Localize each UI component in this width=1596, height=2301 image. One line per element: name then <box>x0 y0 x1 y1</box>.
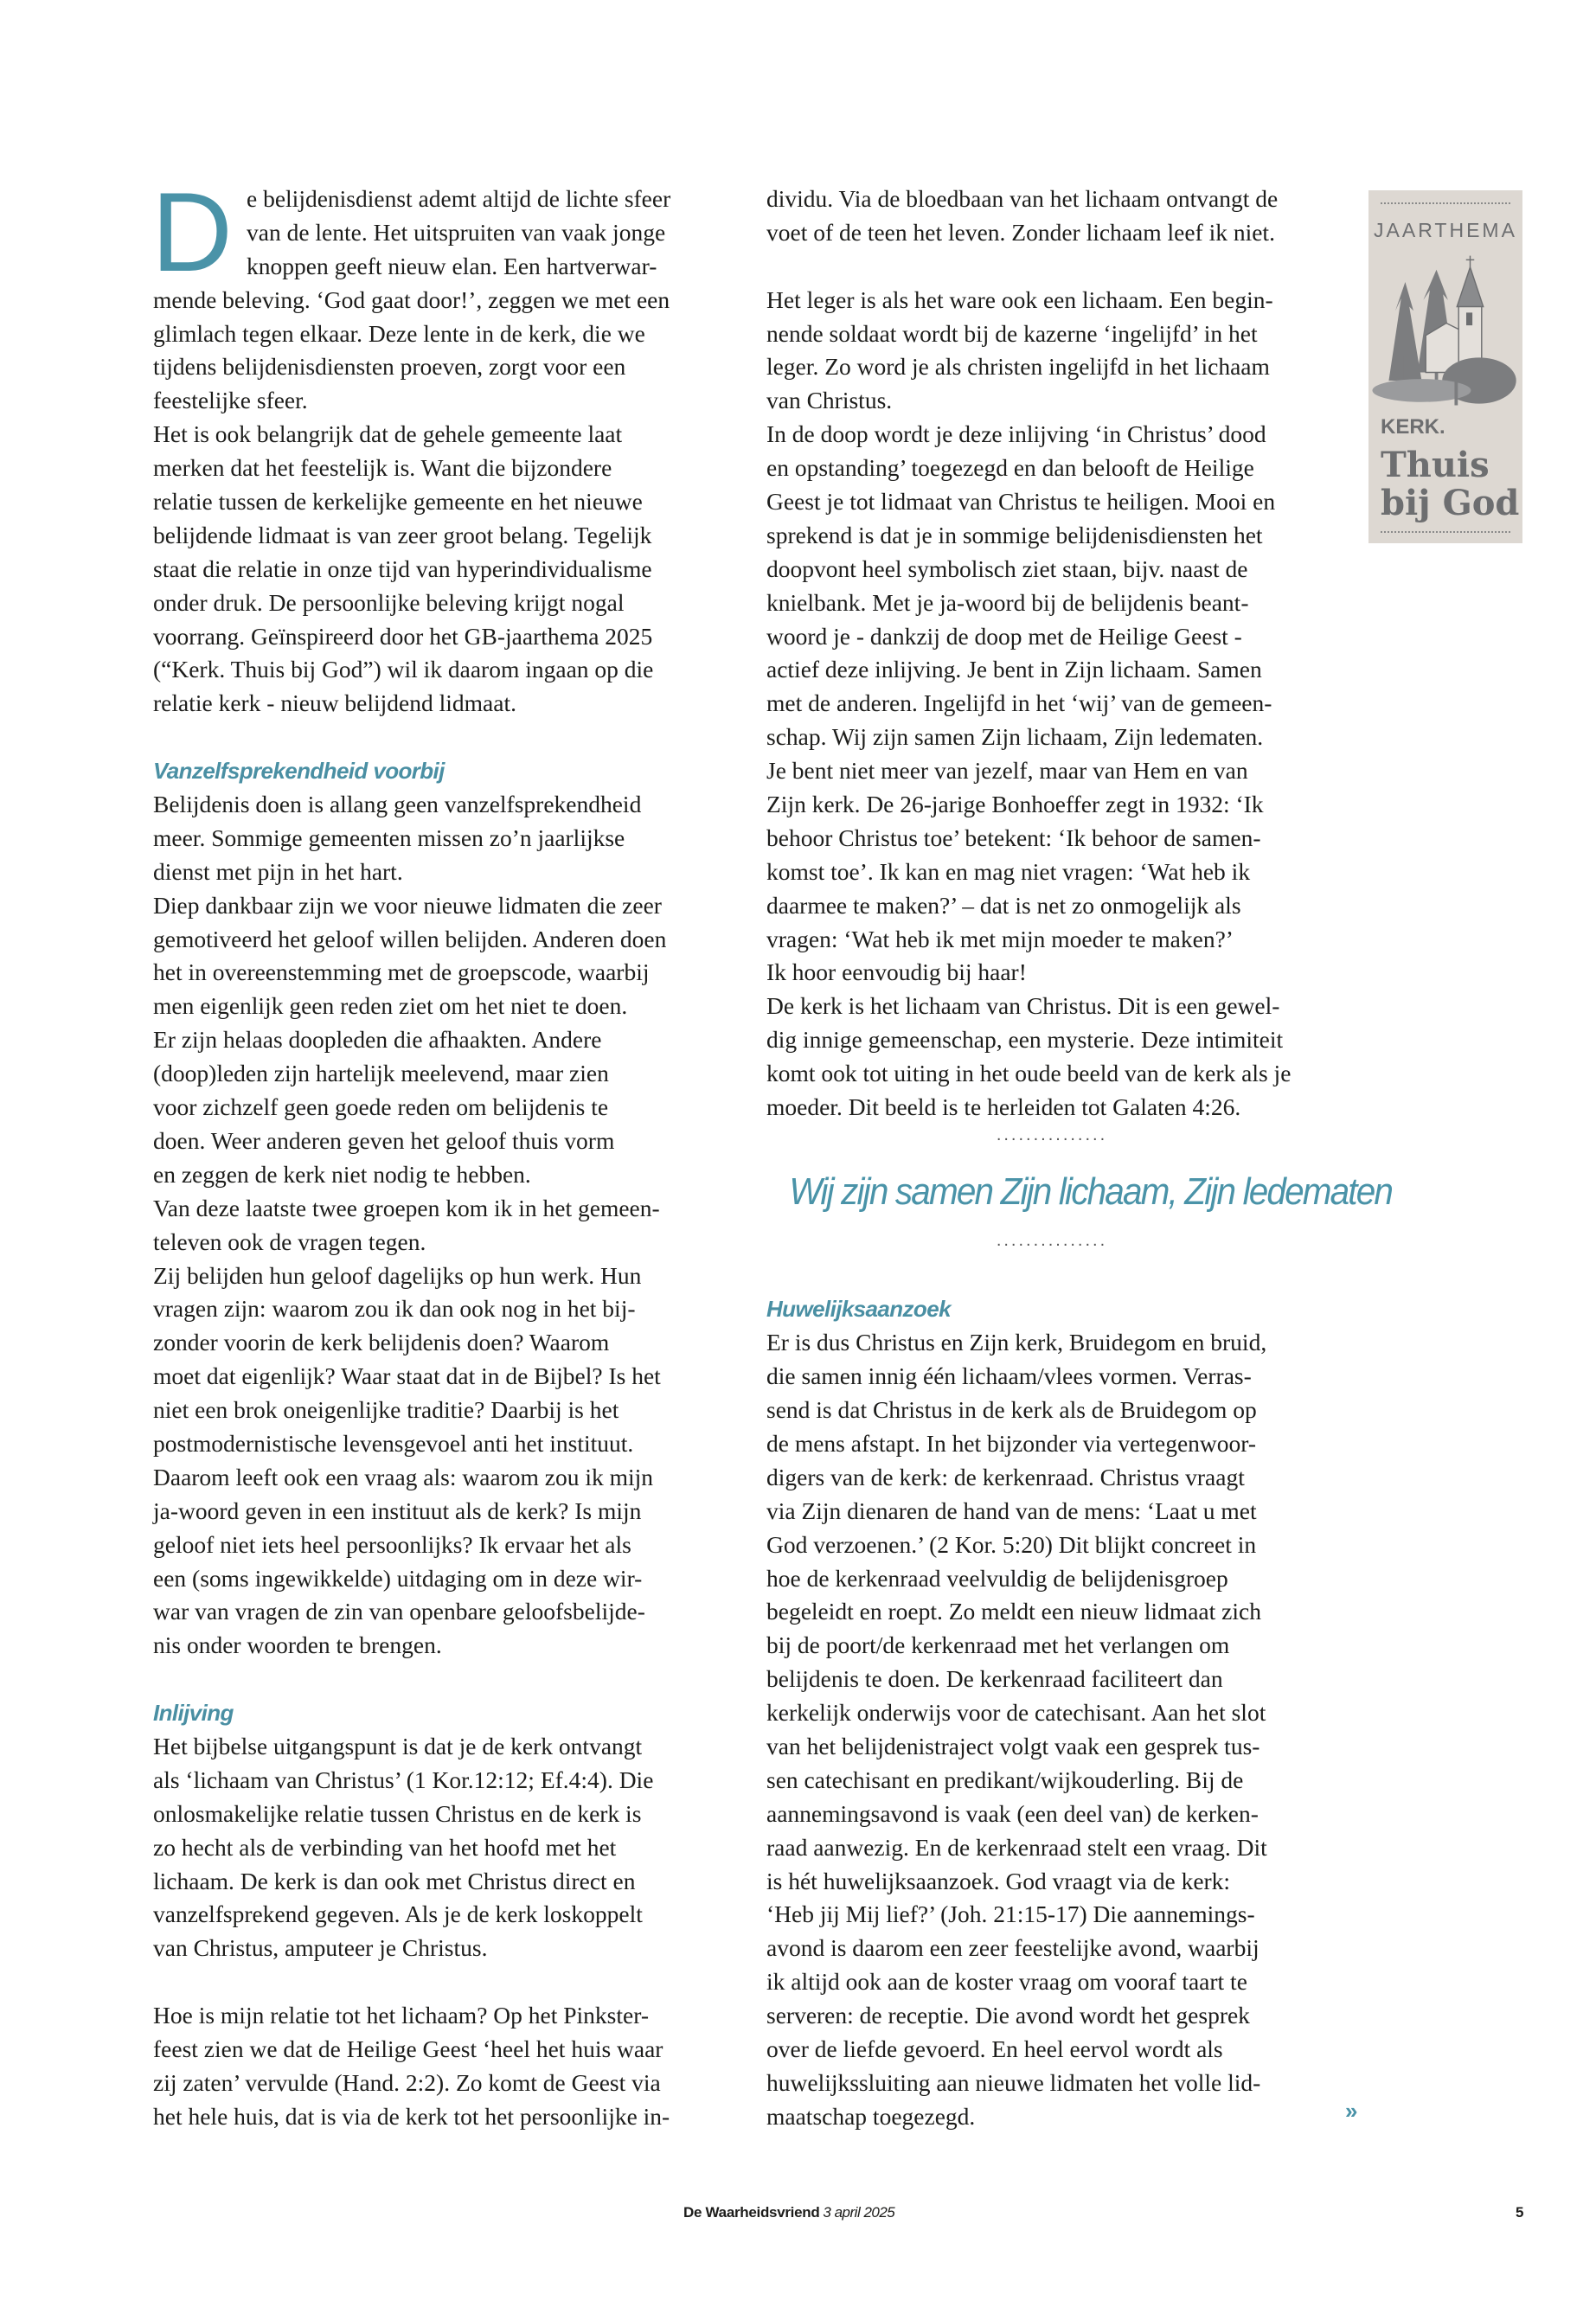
text-line: geloof niet iets heel persoonlijks? Ik ervaar het als <box>153 1530 631 1558</box>
text-line: en zeggen de kerk niet nodig te hebben. <box>153 1160 531 1188</box>
text-line: niet een brok oneigenlijke traditie? Daarbij is het <box>153 1396 619 1424</box>
text-line: moeder. Dit beeld is te herleiden tot Galaten 4:26. <box>766 1093 1241 1121</box>
text-line: Hoe is mijn relatie tot het lichaam? Op het Pinkster- <box>153 2002 649 2029</box>
text-line: komt ook tot uiting in het oude beeld van de kerk als je <box>766 1060 1292 1087</box>
text-line: behoor Christus toe’ betekent: ‘Ik behoor de samen- <box>766 824 1261 851</box>
text-line: serveren: de receptie. Die avond wordt het gesprek <box>766 2002 1250 2029</box>
text-line: mende beleving. ‘God gaat door!’, zeggen we met een <box>153 285 670 313</box>
badge-title-line1: Thuis <box>1381 445 1490 485</box>
year-theme-badge <box>1368 190 1522 543</box>
divider <box>1381 202 1510 204</box>
publication-name: De Waarheidsvriend <box>683 2204 820 2221</box>
subheading-inlijving: Inlijving <box>153 1700 234 1727</box>
text-line: van Christus. <box>766 387 893 414</box>
text-line: het in overeenstemming met de groepscode, waarbij <box>153 958 650 986</box>
text-line: maatschap toegezegd. <box>766 2102 976 2130</box>
text-line: vragen: ‘Wat heb ik met mijn moeder te maken?’ <box>766 925 1234 952</box>
drop-cap: D <box>151 169 233 295</box>
text-line: belijdende lidmaat is van zeer groot belang. Tegelijk <box>153 521 652 548</box>
text-line: schap. Wij zijn samen Zijn lichaam, Zijn ledematen. <box>766 723 1264 751</box>
issue-date: 3 april 2025 <box>823 2204 895 2221</box>
text-line: ik altijd ook aan de koster vraag om vooraf taart te <box>766 1968 1247 1996</box>
text-line: men eigenlijk geen reden ziet om het niet te doen. <box>153 992 628 1020</box>
subheading-vanzelfsprekendheid: Vanzelfsprekendheid voorbij <box>153 758 445 785</box>
text-line: merken dat het feestelijk is. Want die bijzondere <box>153 454 612 482</box>
text-line: bij de poort/de kerkenraad met het verlangen om <box>766 1631 1230 1659</box>
pull-quote-block <box>766 1125 1393 1293</box>
divider-bottom: ............... <box>996 1230 1108 1250</box>
text-line: knielbank. Met je ja-woord bij de belijdenis beant- <box>766 588 1249 616</box>
text-line: belijdenis te doen. De kerkenraad faciliteert dan <box>766 1665 1223 1693</box>
text-line: avond is daarom een zeer feestelijke avond, waarbij <box>766 1934 1259 1962</box>
text-line: Geest je tot lidmaat van Christus te heiligen. Mooi en <box>766 488 1276 516</box>
section-huwelijksaanzoek <box>766 1326 1346 2133</box>
text-line: vanzelfsprekend gegeven. Als je de kerk loskoppelt <box>153 1900 643 1928</box>
text-line: Het leger is als het ware ook een lichaam. Een begin- <box>766 285 1273 313</box>
pull-quote: Wij zijn samen Zijn lichaam, Zijn ledematen <box>789 1170 1393 1213</box>
text-line: huwelijkssluiting aan nieuwe lidmaten het volle lid- <box>766 2068 1261 2096</box>
text-line: gemotiveerd het geloof willen belijden. Anderen doen <box>153 925 667 952</box>
text-line: voet of de teen het leven. Zonder lichaam leef ik niet. <box>766 218 1275 246</box>
text-line: Zij belijden hun geloof dagelijks op hun werk. Hun <box>153 1261 642 1289</box>
intro-paragraphs <box>151 169 724 721</box>
text-line: komst toe’. Ik kan en mag niet vragen: ‘Wat heb ik <box>766 857 1251 885</box>
text-line: aannemingsavond is vaak (een deel van) de kerken- <box>766 1799 1259 1827</box>
text-line: lichaam. De kerk is dan ook met Christus direct en <box>153 1867 636 1894</box>
text-line: is hét huwelijksaanzoek. God vraagt via de kerk: <box>766 1867 1231 1894</box>
text-line: sprekend is dat je in sommige belijdenisdiensten het <box>766 521 1263 548</box>
text-line: relatie kerk - nieuw belijdend lidmaat. <box>153 689 516 717</box>
text-line: van de lente. Het uitspruiten van vaak jonge <box>247 218 666 246</box>
text-line: Diep dankbaar zijn we voor nieuwe lidmaten die zeer <box>153 891 662 919</box>
text-line: sen catechisant en predikant/wijkouderling. Bij de <box>766 1766 1244 1793</box>
text-line: Er zijn helaas doopleden die afhaakten. Andere <box>153 1026 602 1054</box>
text-line: De kerk is het lichaam van Christus. Dit is een gewel- <box>766 992 1280 1020</box>
text-line: doen. Weer anderen geven het geloof thuis vorm <box>153 1126 615 1154</box>
text-line: onder druk. De persoonlijke beleving krijgt nogal <box>153 588 625 616</box>
text-line: In de doop wordt je deze inlijving ‘in Christus’ dood <box>766 420 1266 448</box>
article-column-left <box>151 169 724 2134</box>
text-line: digers van de kerk: de kerkenraad. Christus vraagt <box>766 1463 1245 1490</box>
badge-kicker: JAARTHEMA <box>1374 219 1517 241</box>
text-line: Zijn kerk. De 26-jarige Bonhoeffer zegt in 1932: ‘Ik <box>766 791 1264 818</box>
text-line: doopvont heel symbolisch ziet staan, bijv. naast de <box>766 554 1248 582</box>
text-line: Er is dus Christus en Zijn kerk, Bruidegom en bruid, <box>766 1329 1267 1356</box>
text-line: hoe de kerkenraad veelvuldig de belijdenisgroep <box>766 1564 1228 1592</box>
page-footer <box>683 2204 894 2221</box>
text-line: send is dat Christus in de kerk als de Bruidegom op <box>766 1396 1257 1424</box>
text-line: Je bent niet meer van jezelf, maar van Hem en van <box>766 757 1248 785</box>
text-line: postmodernistische levensgevoel anti het instituut. <box>153 1429 634 1457</box>
text-line: (doop)leden zijn hartelijk meelevend, maar zien <box>153 1060 609 1087</box>
text-line: vragen zijn: waarom zou ik dan ook nog in het bij- <box>153 1295 636 1323</box>
text-line: woord je - dankzij de doop met de Heilige Geest - <box>766 622 1242 650</box>
text-line: voor zichzelf geen goede reden om belijdenis te <box>153 1093 609 1121</box>
text-line: van Christus, amputeer je Christus. <box>153 1934 488 1962</box>
text-line: actief deze inlijving. Je bent in Zijn lichaam. Samen <box>766 656 1262 683</box>
text-line: begeleidt en roept. Zo meldt een nieuw lidmaat zich <box>766 1598 1261 1625</box>
section-continuation <box>766 183 1346 250</box>
section-inlijving <box>153 1730 724 1965</box>
text-line: met de anderen. Ingelijfd in het ‘wij’ van de gemeen- <box>766 689 1272 717</box>
section-lichaam <box>153 1999 724 2134</box>
text-line: onlosmakelijke relatie tussen Christus en de kerk is <box>153 1799 642 1827</box>
text-line: via Zijn dienaren de hand van de mens: ‘Laat u met <box>766 1497 1257 1524</box>
text-line: God verzoenen.’ (2 Kor. 5:20) Dit blijkt concreet in <box>766 1530 1257 1558</box>
text-line: Het bijbelse uitgangspunt is dat je de kerk ontvangt <box>153 1732 643 1759</box>
text-line: een (soms ingewikkelde) uitdaging om in deze wir- <box>153 1564 643 1592</box>
text-line: raad aanwezig. En de kerkenraad stelt een vraag. Dit <box>766 1833 1267 1861</box>
subheading-huwelijksaanzoek: Huwelijksaanzoek <box>766 1296 951 1323</box>
text-line: het hele huis, dat is via de kerk tot het persoonlijke in- <box>153 2102 670 2130</box>
text-line: dig innige gemeenschap, een mysterie. Deze intimiteit <box>766 1026 1284 1054</box>
text-line: e belijdenisdienst ademt altijd de lichte sfeer <box>247 185 671 212</box>
text-line: televen ook de vragen tegen. <box>153 1227 426 1255</box>
text-line: voorrang. Geïnspireerd door het GB-jaarthema 2025 <box>153 622 653 650</box>
badge-title-line2: bij God <box>1381 483 1520 523</box>
text-line: nis onder woorden te brengen. <box>153 1631 442 1659</box>
text-line: dienst met pijn in het hart. <box>153 857 403 885</box>
text-line: Ik hoor eenvoudig bij haar! <box>766 958 1027 986</box>
text-line: relatie tussen de kerkelijke gemeente en het nieuwe <box>153 488 643 516</box>
text-line: tijdens belijdenisdiensten proeven, zorgt voor een <box>153 353 626 381</box>
text-line: kerkelijk onderwijs voor de catechisant. Aan het slot <box>766 1699 1266 1727</box>
text-line: en opstanding’ toegezegd en dan belooft de Heilige <box>766 454 1254 482</box>
text-line: dividu. Via de bloedbaan van het lichaam ontvangt de <box>766 185 1279 212</box>
text-line: Belijdenis doen is allang geen vanzelfsprekendheid <box>153 791 642 818</box>
article-column-right <box>766 183 1393 2134</box>
text-line: zonder voorin de kerk belijdenis doen? Waarom <box>153 1329 610 1356</box>
church-illustration-icon <box>1368 249 1522 413</box>
text-line: nende soldaat wordt bij de kazerne ‘ingelijfd’ in het <box>766 319 1258 347</box>
text-line: (“Kerk. Thuis bij God”) wil ik daarom ingaan op die <box>153 656 654 683</box>
text-line: feest zien we dat de Heilige Geest ‘heel het huis waar <box>153 2035 663 2062</box>
text-line: Daarom leeft ook een vraag als: waarom zou ik mijn <box>153 1463 654 1490</box>
text-line: staat die relatie in onze tijd van hyperindividualisme <box>153 554 652 582</box>
text-line: feestelijke sfeer. <box>153 387 308 414</box>
text-line: war van vragen de zin van openbare geloofsbelijde- <box>153 1598 645 1625</box>
page-number: 5 <box>1516 2204 1524 2221</box>
text-line: zij zaten’ vervulde (Hand. 2:2). Zo komt de Geest via <box>153 2068 661 2096</box>
text-line: over de liefde gevoerd. En heel eervol wordt als <box>766 2035 1223 2063</box>
text-line: als ‘lichaam van Christus’ (1 Kor.12:12; Ef.4:4). Die <box>153 1766 654 1793</box>
badge-kerk: KERK. <box>1381 415 1445 439</box>
text-line: glimlach tegen elkaar. Deze lente in de kerk, die we <box>153 319 645 347</box>
text-line: knoppen geeft nieuw elan. Een hartverwar- <box>247 252 657 279</box>
text-line: Van deze laatste twee groepen kom ik in het gemeen- <box>153 1194 660 1221</box>
text-line: ja-woord geven in een instituut als de kerk? Is mijn <box>153 1497 642 1524</box>
section-leger <box>766 284 1346 1125</box>
text-line: de mens afstapt. In het bijzonder via vertegenwoor- <box>766 1430 1257 1457</box>
text-line: leger. Zo word je als christen ingelijfd in het lichaam <box>766 353 1270 381</box>
divider <box>1381 531 1510 533</box>
badge-title <box>1381 446 1519 522</box>
text-line: ‘Heb jij Mij lief?’ (Joh. 21:15-17) Die aannemings- <box>766 1900 1255 1928</box>
text-line: daarmee te maken?’ – dat is net zo onmogelijk als <box>766 891 1241 919</box>
text-line: die samen innig één lichaam/vlees vormen. Verras- <box>766 1362 1252 1390</box>
text-line: moet dat eigenlijk? Waar staat dat in de Bijbel? Is het <box>153 1362 661 1390</box>
continue-marker: » <box>1345 2098 1358 2124</box>
text-line: Het is ook belangrijk dat de gehele gemeente laat <box>153 420 623 448</box>
text-line: zo hecht als de verbinding van het hoofd met het <box>153 1833 617 1861</box>
section-vanzelfsprekendheid <box>153 788 724 1663</box>
text-line: van het belijdenistraject volgt vaak een gesprek tus- <box>766 1733 1260 1760</box>
text-line: meer. Sommige gemeenten missen zo’n jaarlijkse <box>153 824 625 851</box>
divider-top: ............... <box>996 1125 1108 1144</box>
